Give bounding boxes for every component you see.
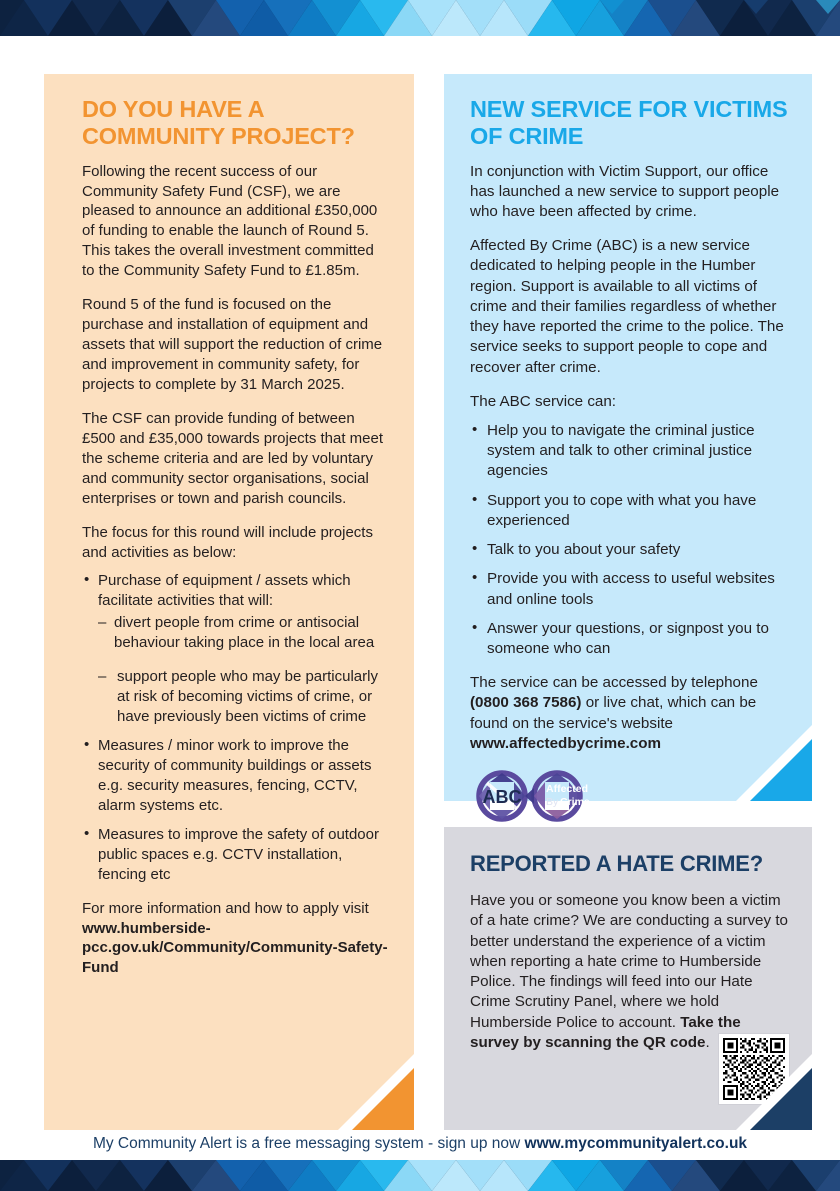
csf-closing-lead: For more information and how to apply visit [82,899,369,917]
list-item: • Measures to improve the safety of outdoor public spaces e.g. CCTV installation, fencing etc [82,825,388,885]
csf-bullet-list [82,571,388,884]
abc-website-link[interactable]: www.affectedbycrime.com [470,734,662,752]
footer-website-link[interactable]: www.mycommunityalert.co.uk [524,1135,748,1152]
panel-community-safety-fund [44,74,414,1130]
csf-website-link[interactable]: www.humberside-pcc.gov.uk/Community/Community-Safety-Fund [82,919,388,977]
hate-text-part1: Have you or someone you know been a victim of a hate crime? We are conducting a survey to better understand the experience of a victim when reporting a hate crime to Humberside Police. The findings will feed into our Hate Crime Scrutiny Panel, where we hold Humberside Police to account. [470,892,788,1031]
abc-contact-mid: or live chat, which can be found on the service's website [470,694,757,732]
panel-abc-heading: NEW SERVICE FOR VICTIMS OF CRIME [470,96,788,149]
list-item: • Help you to navigate the criminal justice system and talk to other criminal justice agencies [470,421,790,482]
list-item [82,571,388,727]
abc-corner-triangle [736,725,812,801]
hate-content [470,891,790,1053]
panel-csf-heading: DO YOU HAVE A COMMUNITY PROJECT? [82,96,355,149]
panel-hate-heading: REPORTED A HATE CRIME? [470,851,764,876]
top-triangle-band [0,0,840,36]
list-item: • Answer your questions, or signpost you to someone who can [470,619,790,659]
hate-body-text [470,891,790,1053]
footer-lead-text: My Community Alert is a free messaging system - sign up now [92,1135,525,1152]
panel-new-service-victims-of-crime [444,74,812,809]
list-item: – support people who may be particularly at risk of becoming victims of crime, or have previously been victims of crime [98,667,388,727]
csf-paragraph-3: The CSF can provide funding of between £500 and £35,000 towards projects that meet the scheme criteria and are led by voluntary and community sector organisations, social enterprises or town and parish councils. [82,409,384,507]
hate-corner-triangle [736,1054,812,1130]
abc-bullet-list [470,421,790,659]
hate-text-bold: Take the survey by scanning the QR code [470,1013,741,1051]
panel-reported-a-hate-crime [444,827,812,1130]
abc-paragraph-2: Affected By Crime (ABC) is a new service dedicated to helping people in the Humber region. Support is available to all victims of crime and their families regardless of whether they have reported the crime to the police. The service seeks to support people to cope and recover after crime. [470,237,784,376]
csf-paragraph-4: The focus for this round will include projects and activities as below: [82,523,373,561]
svg-text:Affected: Affected [546,783,589,796]
list-item: – divert people from crime or antisocial behaviour taking place in the local area [98,613,388,653]
footer-note [0,1130,840,1158]
list-item: • Provide you with access to useful websites and online tools [470,569,790,609]
hate-text-end: . [705,1033,710,1051]
csf-paragraph-2: Round 5 of the fund is focused on the purchase and installation of equipment and assets that will support the reduction of crime and improvement in community safety, for projects to complete by 31 March 2025. [82,296,383,393]
bottom-triangle-band [0,1160,840,1191]
svg-text:By: By [546,796,559,809]
csf-bullet-1-text: Purchase of equipment / assets which facilitate activities that will: [98,572,351,610]
svg-text:ABC: ABC [482,787,522,808]
csf-paragraph-1: Following the recent success of our Community Safety Fund (CSF), we are pleased to announce an additional £350,000 of funding to enable the launch of Round 5. This takes the overall investment committed to the Community Safety Fund to £1.85m. [82,162,378,280]
csf-closing [82,899,388,979]
csf-bullet-1-sublist [98,613,388,727]
list-item: • Support you to cope with what you have experienced [470,491,790,531]
abc-contact-lead: The service can be accessed by telephone [470,674,758,692]
abc-paragraph-1: In conjunction with Victim Support, our office has launched a new service to support people who have been affected by crime. [470,162,780,220]
svg-text:Crime: Crime [560,796,590,809]
abc-logo [470,768,592,824]
abc-list-intro: The ABC service can: [470,392,617,410]
list-item: • Talk to you about your safety [470,540,790,560]
abc-phone-number[interactable]: (0800 368 7586) [470,694,582,712]
list-item: • Measures / minor work to improve the security of community buildings or assets e.g. security measures, fencing, CCTV, alarm systems etc. [82,736,388,816]
csf-corner-triangle [338,1054,414,1130]
